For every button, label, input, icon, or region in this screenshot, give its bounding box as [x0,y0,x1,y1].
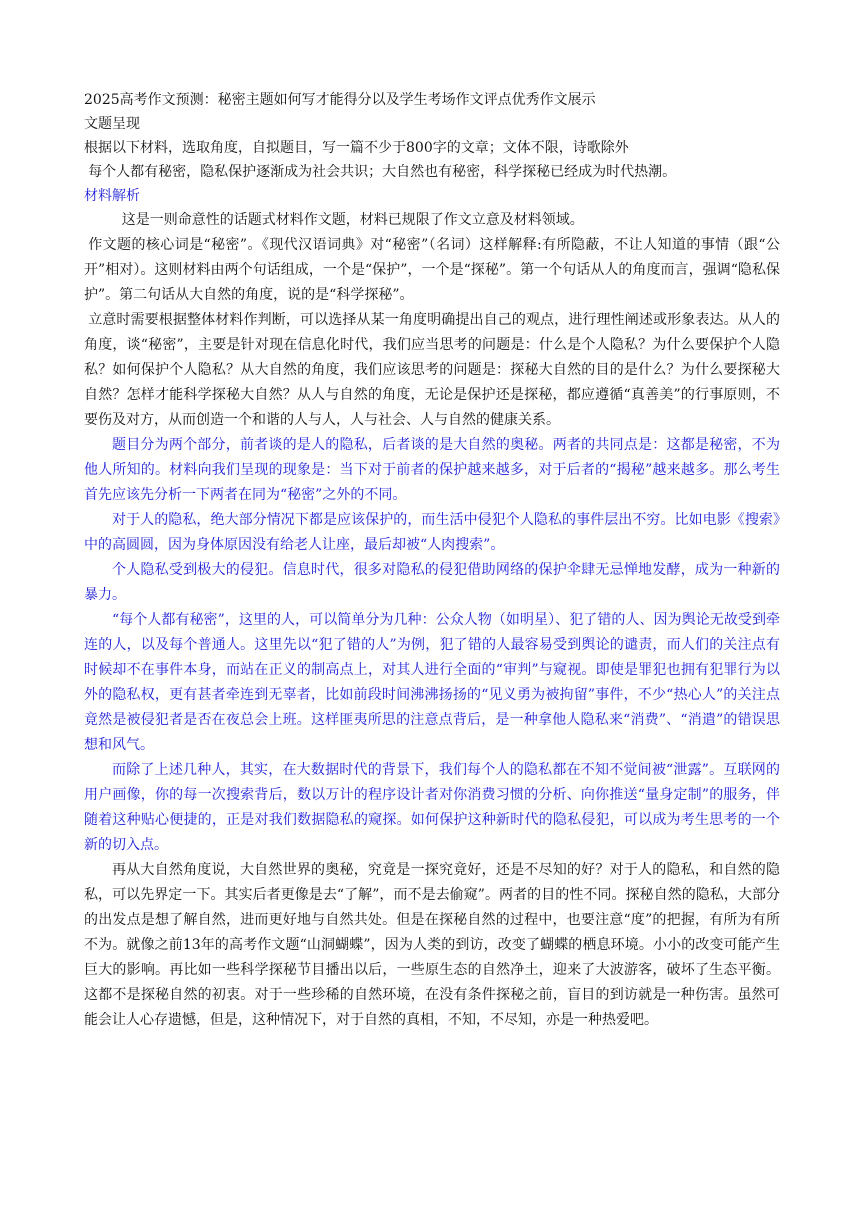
prompt-instruction: 根据以下材料，选取角度，自拟题目，写一篇不少于800字的文章；文体不限，诗歌除外 [84,140,629,156]
section-heading-prompt: 文题呈现 [84,116,140,132]
section-heading-analysis: 材料解析 [84,188,140,204]
blue-paragraph-3: 个人隐私受到极大的侵犯。信息时代，很多对隐私的侵犯借助网络的保护伞肆无忌惮地发酵，成为一种新的暴力。 [84,562,780,603]
blue-paragraph-4: “每个人都有秘密”，这里的人，可以简单分为几种：公众人物（如明星）、犯了错的人、因为舆论无故受到牵连的人，以及每个普通人。这里先以“犯了错的人”为例，犯了错的人最容易受到舆论的谴责，而人们的关注点有时候却不在事件本身，而站在正义的制高点上，对其人进行全面的“审判”与窥视。即使是罪犯也拥有犯罪行为以外的隐私权，更有甚者牵连到无辜者，比如前段时间沸沸扬扬的“见义勇为被拘留”事件，不少“热心人”的关注点竟然是被侵犯者是否在夜总会上班。这样匪夷所思的注意点背后，是一种拿他人隐私来“消费”、“消遣”的错误思想和风气。 [84,612,780,753]
blue-paragraph-1: 题目分为两个部分，前者谈的是人的隐私，后者谈的是大自然的奥秘。两者的共同点是：这都是秘密，不为他人所知的。材料向我们呈现的现象是：当下对于前者的保护越来越多，对于后者的“揭秘”越来越多。那么考生首先应该先分析一下两者在同为“秘密”之外的不同。 [84,437,780,503]
blue-paragraph-5: 而除了上述几种人，其实，在大数据时代的背景下，我们每个人的隐私都在不知不觉间被“泄露”。互联网的用户画像，你的每一次搜索背后，数以万计的程序设计者对你消费习惯的分析、向你推送“量身定制”的服务，伴随着这种贴心便捷的，正是对我们数据隐私的窥探。如何保护这种新时代的隐私侵犯，可以成为考生思考的一个新的切入点。 [84,762,780,853]
analysis-paragraph-1: 这是一则命意性的话题式材料作文题，材料已规限了作文立意及材料领域。 [121,212,584,228]
analysis-paragraph-3: 立意时需要根据整体材料作判断，可以选择从某一角度明确提出自己的观点，进行理性阐述或形象表达。从人的角度，谈“秘密”，主要是针对现在信息化时代，我们应当思考的问题是：什么是个人隐私？为什么要保护个人隐私？如何保护个人隐私？从大自然的角度，我们应该思考的问题是：探秘大自然的目的是什么？为什么要探秘大自然？怎样才能科学探秘大自然？从人与自然的角度，无论是保护还是探秘，都应遵循“真善美”的行事原则，不要伤及对方，从而创造一个和谐的人与人，人与社会、人与自然的健康关系。 [84,312,780,428]
analysis-paragraph-2: 作文题的核心词是“秘密”。《现代汉语词典》对“秘密”（名词）这样解释:有所隐蔽，不让人知道的事情（跟“公开”相对）。这则材料由两个句话组成，一个是“保护”，一个是“探秘”。第一个句话从人的角度而言，强调“隐私保护”。第二句话从大自然的角度，说的是“科学探秘”。 [84,237,780,303]
blue-paragraph-2: 对于人的隐私，绝大部分情况下都是应该保护的，而生活中侵犯个人隐私的事件层出不穷。比如电影《搜索》中的高圆圆，因为身体原因没有给老人让座，最后却被“人肉搜索”。 [84,512,780,553]
document-page [84,88,780,1033]
document-title: 2025高考作文预测：秘密主题如何写才能得分以及学生考场作文评点优秀作文展示 [84,92,596,108]
closing-paragraph: 再从大自然角度说，大自然世界的奥秘，究竟是一探究竟好，还是不尽知的好？对于人的隐私，和自然的隐私，可以先界定一下。其实后者更像是去“了解”，而不是去偷窥”。两者的目的性不同。探秘自然的隐私，大部分的出发点是想了解自然，进而更好地与自然共处。但是在探秘自然的过程中，也要注意“度”的把握，有所为有所不为。就像之前13年的高考作文题“山洞蝴蝶”，因为人类的到访，改变了蝴蝶的栖息环境。小小的改变可能产生巨大的影响。再比如一些科学探秘节目播出以后，一些原生态的自然净土，迎来了大波游客，破坏了生态平衡。这都不是探秘自然的初衷。对于一些珍稀的自然环境，在没有条件探秘之前，盲目的到访就是一种伤害。虽然可能会让人心存遗憾，但是，这种情况下，对于自然的真相，不知，不尽知，亦是一种热爱吧。 [84,862,780,1028]
prompt-material: 每个人都有秘密，隐私保护逐渐成为社会共识；大自然也有秘密，科学探秘已经成为时代热潮。 [88,164,677,180]
